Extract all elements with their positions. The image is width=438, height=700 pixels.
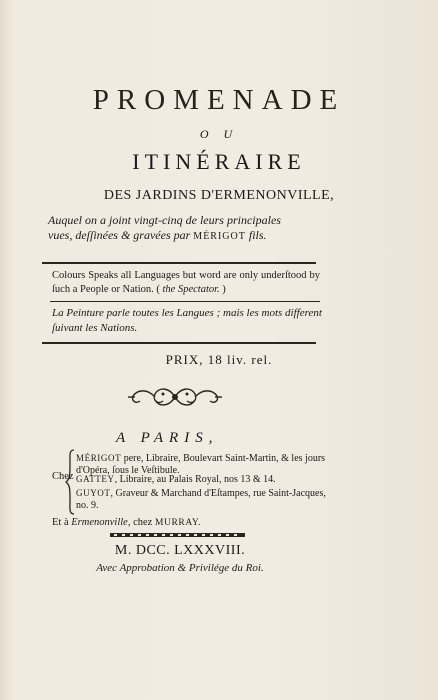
epigraph-en-text: Colours Speaks all Languages but word are only underſtood by ſuch a People or Nation. ( — [52, 270, 320, 295]
conjunction-ou: O U — [199, 127, 239, 141]
ornamental-rule — [110, 533, 245, 537]
address-guyot — [76, 487, 326, 512]
et-a: Et à — [52, 517, 72, 528]
subtitle: ITINÉRAIRE — [132, 149, 306, 174]
brace-icon — [65, 449, 75, 515]
address-text: pere, Libraire, Boulevart Saint-Martin, & les jours d'Opéra, ſous le Veſtibule. — [76, 453, 326, 476]
bookseller-name: GUYOT — [76, 488, 111, 498]
epigraph-en-source: the Spectator. — [159, 284, 220, 295]
bookseller-name: GATTEY — [76, 474, 115, 484]
chez-murray: , chez — [127, 517, 155, 528]
floral-ornament-icon — [125, 382, 225, 412]
description-line2: vues, deſſinées & gravées par — [48, 228, 194, 242]
bookseller-name: MÉRIGOT — [76, 453, 122, 463]
bottom-rule — [42, 342, 316, 344]
bookseller-name: MURRAY. — [154, 518, 202, 528]
description-line1: Auquel on a joint vingt-cinq de leurs principales — [48, 213, 281, 227]
price-line: PRIX, 18 liv. rel. — [165, 352, 273, 367]
gardens-line: DES JARDINS D'ERMENONVILLE, — [103, 188, 335, 203]
chez-label: Chez — [52, 471, 74, 482]
top-rule — [42, 262, 316, 264]
epigraph-en-close: ) — [219, 284, 226, 295]
english-epigraph — [52, 269, 320, 297]
engraver-name: MÉRIGOT — [193, 231, 246, 242]
description-line2-end: fils. — [245, 228, 267, 242]
ermenonville-line — [52, 517, 201, 528]
description — [48, 213, 398, 244]
middle-rule — [50, 301, 320, 302]
address-text: , Libraire, au Palais Royal, nos 13 & 14. — [114, 474, 276, 485]
address-text: , Graveur & Marchand d'Eſtampes, rue Saint-Jacques, no. 9. — [76, 488, 326, 511]
place-name: Ermenonville — [71, 517, 128, 528]
privilege-line: Avec Approbation & Privilége du Roi. — [96, 562, 264, 574]
page-title: PROMENADE — [92, 84, 346, 116]
french-epigraph: La Peinture parle toutes les Langues ; mais les mots different ſuivant les Nations. — [52, 307, 322, 334]
imprint-city: A PARIS, — [116, 430, 219, 446]
address-gattey — [76, 473, 326, 486]
publication-date: M. DCC. LXXXVIII. — [114, 543, 246, 558]
